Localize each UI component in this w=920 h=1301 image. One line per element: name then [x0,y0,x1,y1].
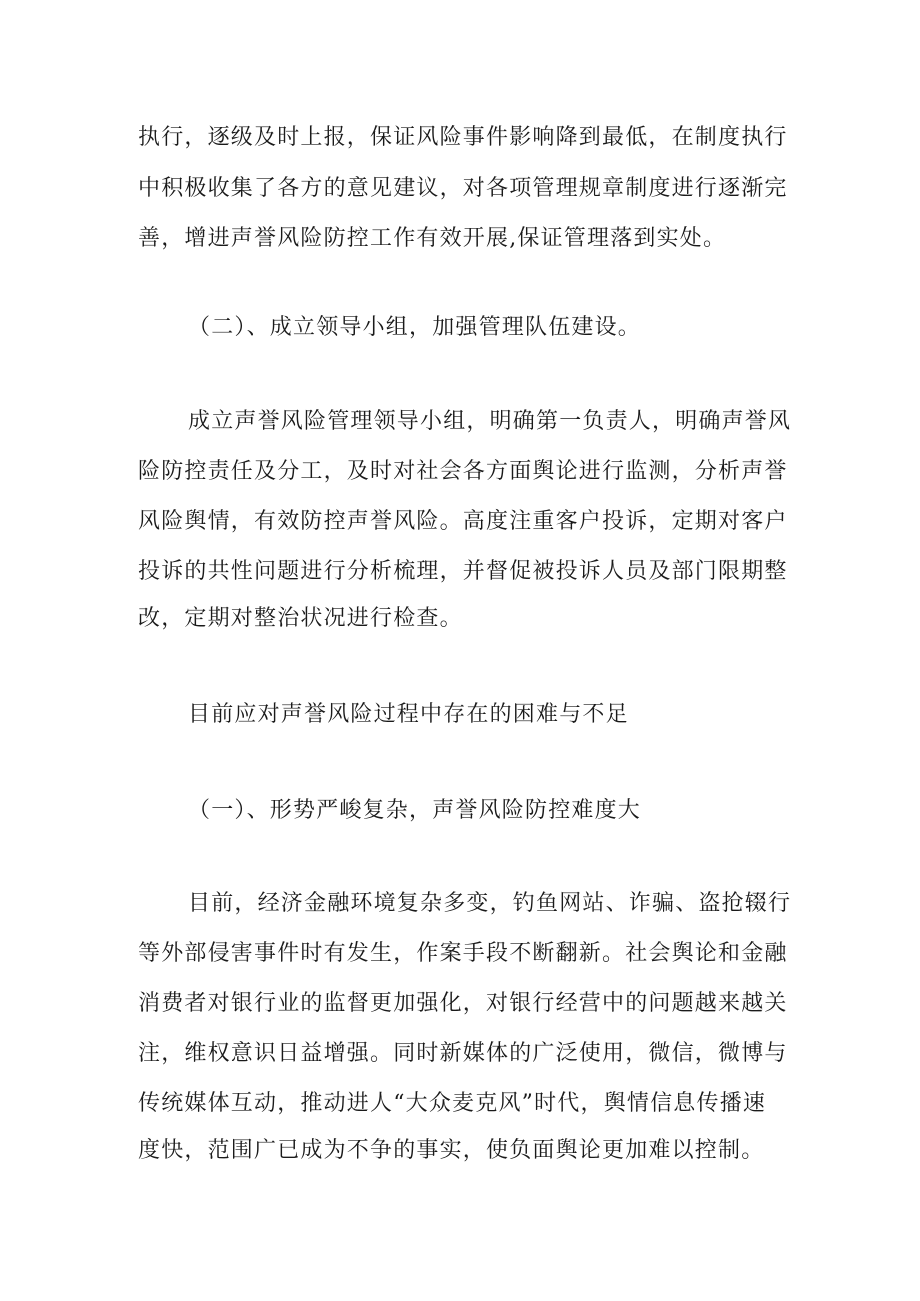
paragraph-1-line-2: 中积极收集了各方的意见建议，对各项管理规章制度进行逐渐完 [138,176,788,201]
paragraph-3-line-5: 传统媒体互动，推动进人“大众麦克风”时代，舆情信息传播速 [138,1091,767,1116]
paragraph-1-line-1: 执行，逐级及时上报，保证风险事件影响降到最低，在制度执行 [138,125,788,150]
paragraph-3-line-6: 度快，范围广已成为不争的事实，使负面舆论更加难以控制。 [138,1138,765,1163]
heading-section-1: （一）、形势严峻复杂，声誉风险防控难度大 [188,798,642,823]
paragraph-2-line-1: 成立声誉风险管理领导小组，明确第一负责人，明确声誉风 [188,409,792,434]
paragraph-2-line-4: 投诉的共性问题进行分析梳理，并督促被投诉人员及部门限期整 [138,559,788,584]
paragraph-1-line-3: 善，增进声誉风险防控工作有效开展,保证管理落到实处。 [138,226,727,251]
paragraph-3-line-2: 等外部侵害事件时有发生，作案手段不断翻新。社会舆论和金融 [138,941,788,966]
paragraph-2-line-3: 风险舆情，有效防控声誉风险。高度注重客户投诉，定期对客户 [138,509,788,534]
paragraph-3-line-3: 消费者对银行业的监督更加强化，对银行经营中的问题越来越关 [138,991,788,1016]
paragraph-3-line-4: 注，维权意识日益增强。同时新媒体的广泛使用，微信，微博与 [138,1041,788,1066]
paragraph-3-line-1: 目前，经济金融环境复杂多变，钓鱼网站、诈骗、盗抢辍行 [188,891,792,916]
heading-section-2: （二）、成立领导小组，加强管理队伍建设。 [188,315,642,340]
paragraph-2-line-5: 改，定期对整治状况进行检查。 [138,606,463,631]
paragraph-2-line-2: 险防控责任及分工，及时对社会各方面舆论进行监测，分析声誉 [138,459,788,484]
section-title: 目前应对声誉风险过程中存在的困难与不足 [188,702,629,727]
